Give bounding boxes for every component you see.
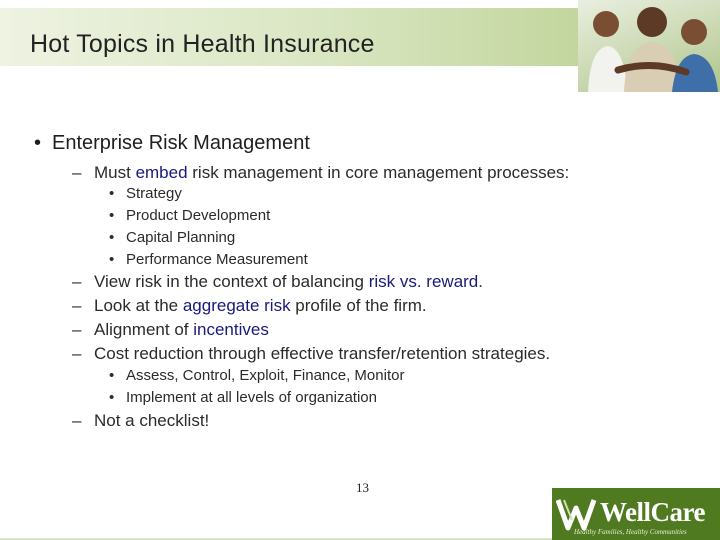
highlight-risk-reward: risk vs. reward — [368, 272, 479, 291]
dash-glyph: – — [72, 296, 82, 315]
strategy-text: Implement at all levels of organization — [126, 389, 377, 406]
logo-wordmark: WellCare — [600, 497, 705, 527]
item-text: Alignment of incentives — [94, 320, 269, 339]
bullet-glyph: • — [109, 367, 115, 384]
logo-tagline: Healthy Families, Healthy Communities — [574, 528, 687, 536]
item-text: Cost reduction through effective transfer/retention strategies. — [94, 344, 551, 363]
item-text: View risk in the context of balancing risk vs. reward. — [94, 272, 483, 291]
bullet-glyph: • — [109, 389, 115, 406]
dash-glyph: – — [72, 272, 82, 291]
slide-title: Hot Topics in Health Insurance — [30, 30, 375, 58]
highlight-embed: embed — [135, 163, 188, 182]
bullet-glyph: • — [109, 207, 115, 224]
page-number: 13 — [356, 480, 369, 495]
bullet-glyph: • — [109, 185, 115, 202]
dash-glyph: – — [72, 344, 82, 363]
strategy-text: Assess, Control, Exploit, Finance, Monitor — [126, 367, 405, 384]
dash-glyph: – — [72, 320, 82, 339]
dash-glyph: – — [72, 163, 82, 182]
highlight-incentives: incentives — [193, 320, 269, 339]
process-text: Performance Measurement — [126, 251, 308, 268]
process-text: Product Development — [126, 207, 271, 224]
item-text: Must embed risk management in core management processes: — [94, 163, 570, 182]
bullet-glyph: • — [34, 132, 42, 154]
process-text: Capital Planning — [126, 229, 236, 246]
bullet-glyph: • — [109, 251, 115, 268]
item-text: Look at the aggregate risk profile of the firm. — [94, 296, 427, 315]
process-text: Strategy — [126, 185, 182, 202]
dash-glyph: – — [72, 411, 82, 430]
highlight-aggregate-risk: aggregate risk — [182, 296, 291, 315]
bullet-glyph: • — [109, 229, 115, 246]
item-text: Not a checklist! — [94, 411, 210, 430]
bullet-text: Enterprise Risk Management — [52, 132, 310, 154]
